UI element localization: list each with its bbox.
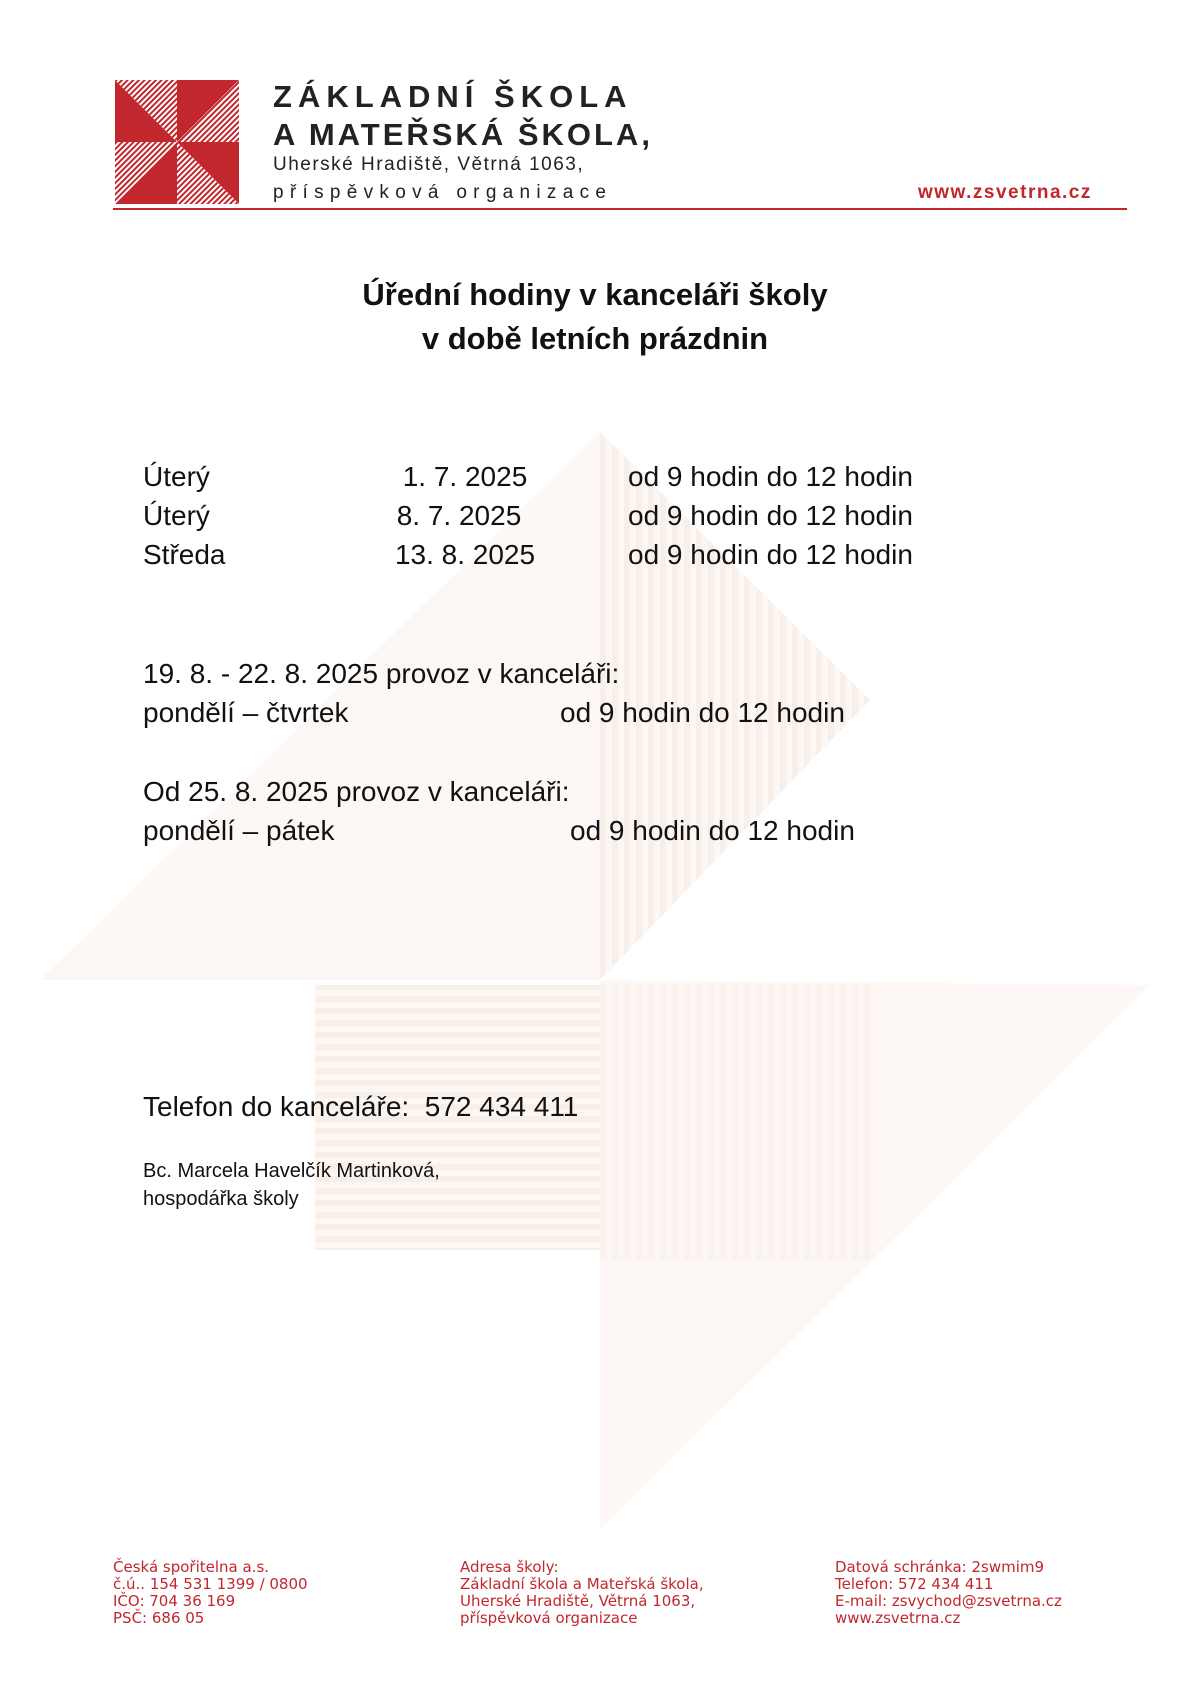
footer-contact-line: Telefon: 572 434 411 bbox=[835, 1575, 994, 1593]
footer-email[interactable]: E-mail: zsvychod@zsvetrna.cz bbox=[835, 1592, 1062, 1610]
schedule-day: Úterý bbox=[143, 461, 210, 492]
footer-website[interactable]: www.zsvetrna.cz bbox=[835, 1609, 961, 1627]
school-name bbox=[273, 78, 653, 154]
schedule-date: 13. 8. 2025 bbox=[394, 539, 536, 570]
footer-address-line: Adresa školy: bbox=[460, 1558, 559, 1576]
schedule-day: Úterý bbox=[143, 500, 210, 531]
header-divider bbox=[113, 208, 1127, 210]
school-org-type: příspěvková organizace bbox=[273, 182, 613, 203]
period1-hours: od 9 hodin do 12 hodin bbox=[560, 697, 845, 728]
schedule-day: Středa bbox=[143, 539, 226, 570]
footer-contacts bbox=[835, 1559, 1062, 1627]
schedule-hours: od 9 hodin do 12 hodin bbox=[628, 500, 913, 531]
footer-bank-line: č.ú.. 154 531 1399 / 0800 bbox=[113, 1575, 308, 1593]
schedule-date: 8. 7. 2025 bbox=[396, 500, 522, 531]
phone-line bbox=[143, 1090, 578, 1124]
footer-bank-line: PSČ: 686 05 bbox=[113, 1609, 205, 1627]
phone-number: 572 434 411 bbox=[424, 1091, 579, 1122]
schedule-date: 1. 7. 2025 bbox=[402, 461, 528, 492]
contact-role: hospodářka školy bbox=[143, 1188, 299, 1210]
schedule-hours: od 9 hodin do 12 hodin bbox=[628, 539, 913, 570]
schedule-hours: od 9 hodin do 12 hodin bbox=[628, 461, 913, 492]
title-line1: Úřední hodiny v kanceláři školy bbox=[362, 277, 828, 312]
contact-name: Bc. Marcela Havelčík Martinková, bbox=[143, 1160, 440, 1182]
title-line2: v době letních prázdnin bbox=[421, 321, 769, 356]
footer-address bbox=[460, 1559, 704, 1627]
school-name-line2: A MATEŘSKÁ ŠKOLA, bbox=[273, 117, 653, 152]
period1-days: pondělí – čtvrtek bbox=[143, 697, 349, 728]
school-logo bbox=[115, 80, 239, 204]
footer-bank-line: IČO: 704 36 169 bbox=[113, 1592, 236, 1610]
footer-contact-line: Datová schránka: 2swmim9 bbox=[835, 1558, 1045, 1576]
school-name-line1: ZÁKLADNÍ ŠKOLA bbox=[273, 79, 633, 114]
school-address: Uherské Hradiště, Větrná 1063, bbox=[273, 154, 585, 175]
period2-days: pondělí – pátek bbox=[143, 815, 335, 846]
footer-address-line: Uherské Hradiště, Větrná 1063, bbox=[460, 1592, 696, 1610]
phone-label: Telefon do kanceláře: bbox=[143, 1091, 410, 1122]
footer-address-line: Základní škola a Mateřská škola, bbox=[460, 1575, 704, 1593]
period2-heading: Od 25. 8. 2025 provoz v kanceláři: bbox=[143, 776, 570, 807]
period1-heading: 19. 8. - 22. 8. 2025 provoz v kanceláři: bbox=[143, 658, 620, 689]
page-title bbox=[0, 273, 1190, 361]
footer-address-line: příspěvková organizace bbox=[460, 1609, 638, 1627]
website-link[interactable]: www.zsvetrna.cz bbox=[918, 182, 1092, 203]
period2-hours: od 9 hodin do 12 hodin bbox=[570, 815, 855, 846]
footer-bank-line: Česká spořitelna a.s. bbox=[113, 1558, 270, 1576]
footer-bank bbox=[113, 1559, 308, 1627]
